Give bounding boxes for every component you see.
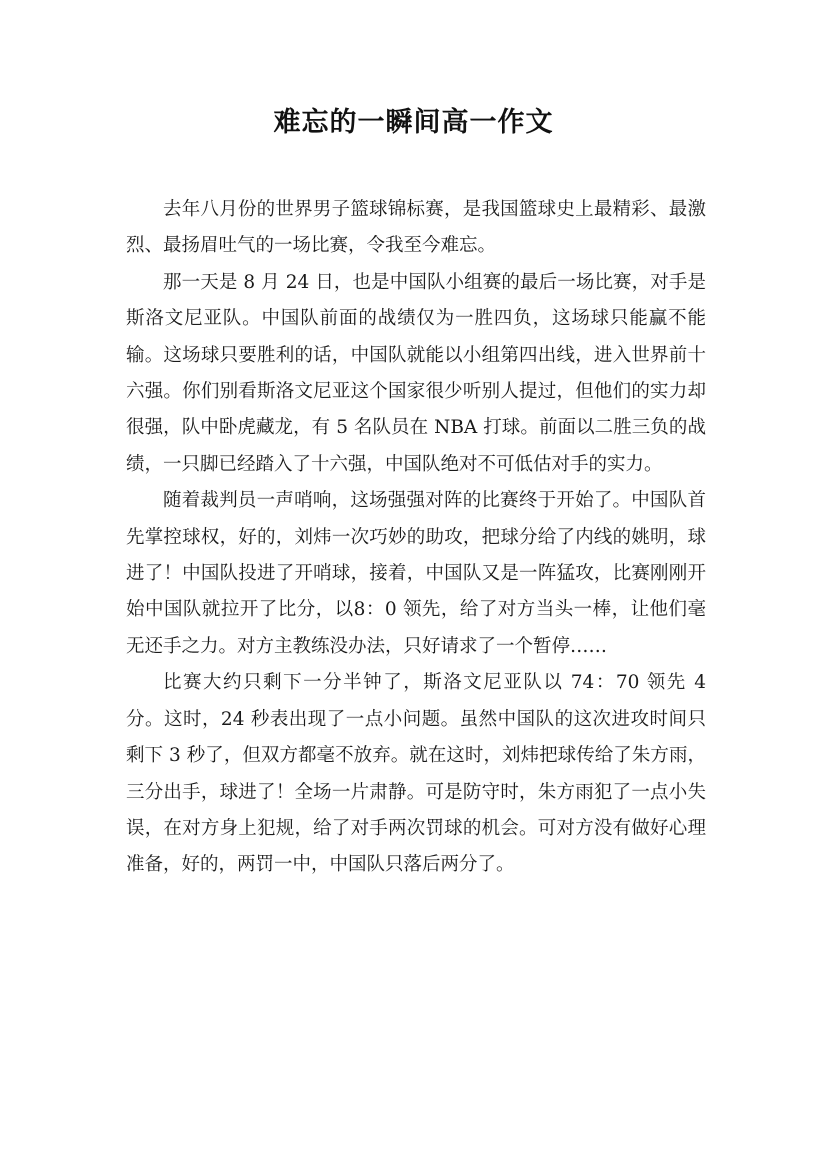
- paragraph: 那一天是 8 月 24 日，也是中国队小组赛的最后一场比赛，对手是斯洛文尼亚队。中国队前面的战绩仅为一胜四负，这场球只能赢不能输。这场球只要胜利的话，中国队就能以小组第四出线，进入世界前十六强。你们别看斯洛文尼亚这个国家很少听别人提过，但他们的实力却很强，队中卧虎藏龙，有 5 名队员在 NBA 打球。前面以二胜三负的战绩，一只脚已经踏入了十六强，中国队绝对不可低估对手的实力。: [126, 271, 706, 475]
- document-body: [126, 192, 706, 884]
- paragraph: 随着裁判员一声哨响，这场强强对阵的比赛终于开始了。中国队首先掌控球权，好的，刘炜一次巧妙的助攻，把球分给了内线的姚明，球进了！中国队投进了开哨球，接着，中国队又是一阵猛攻，比赛刚刚开始中国队就拉开了比分，以8：0 领先，给了对方当头一棒，让他们毫无还手之力。对方主教练没办法，只好请求了一个暂停……: [126, 490, 706, 657]
- document-title: 难忘的一瞬间高一作文: [273, 107, 554, 138]
- paragraph: 去年八月份的世界男子篮球锦标赛，是我国篮球史上最精彩、最激烈、最扬眉吐气的一场比赛，令我至今难忘。: [126, 199, 706, 257]
- paragraph: 比赛大约只剩下一分半钟了，斯洛文尼亚队以 74：70 领先 4 分。这时，24 秒表出现了一点小问题。虽然中国队的这次进攻时间只剩下 3 秒了，但双方都毫不放弃。就在这时，刘炜把球传给了朱方雨，三分出手，球进了！全场一片肃静。可是防守时，朱方雨犯了一点小失误，在对方身上犯规，给了对手两次罚球的机会。可对方没有做好心理准备，好的，两罚一中，中国队只落后两分了。: [126, 672, 706, 876]
